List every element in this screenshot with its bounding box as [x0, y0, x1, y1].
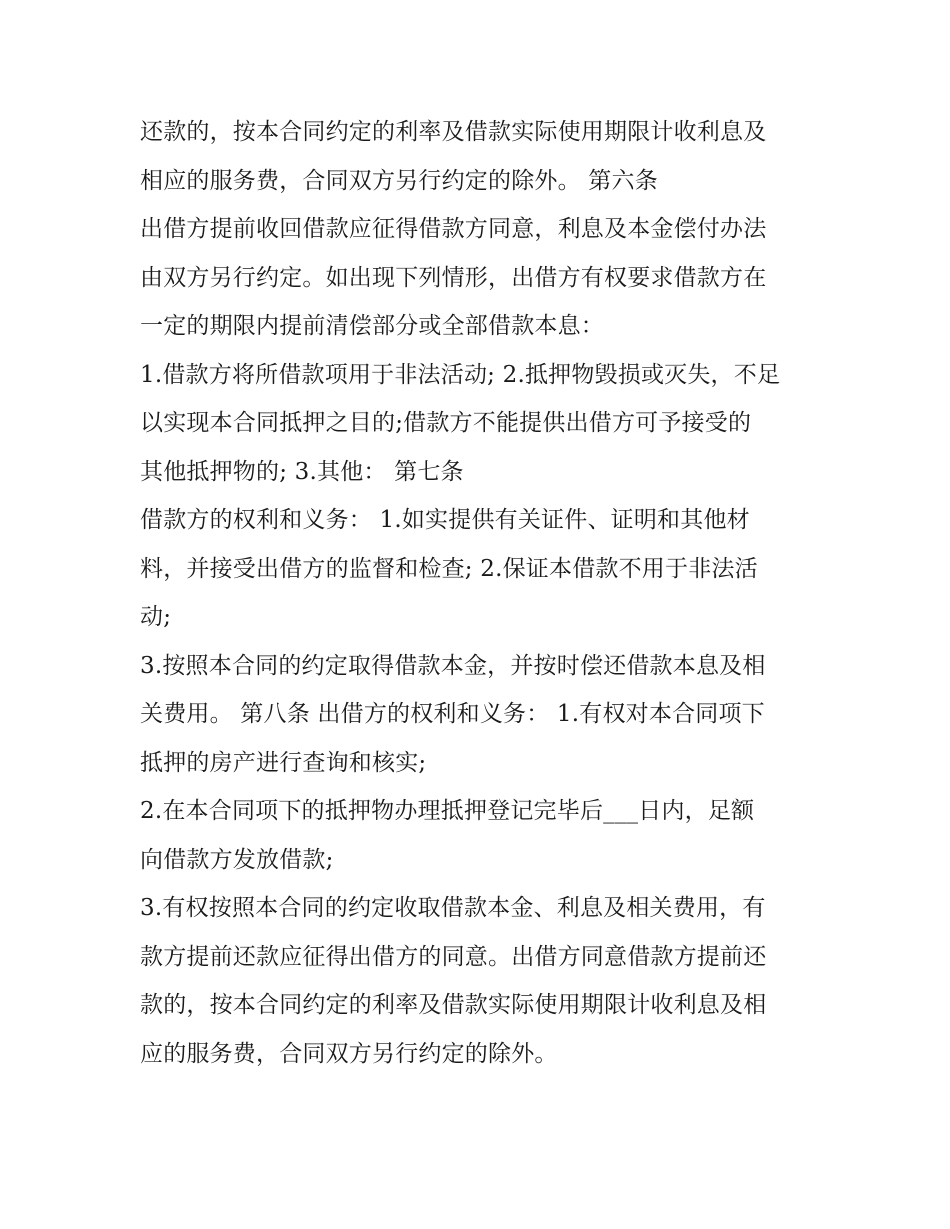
text-line: 向借款方发放借款;: [140, 846, 334, 873]
text-line: 款方提前还款应征得出借方的同意。出借方同意借款方提前还: [140, 943, 767, 970]
text-line: 其他抵押物的; 3.其他： 第七条: [140, 458, 464, 485]
text-line: 由双方另行约定。如出现下列情形，出借方有权要求借款方在: [140, 264, 767, 291]
text-line: 款的，按本合同约定的利率及借款实际使用期限计收利息及相: [140, 992, 767, 1018]
text-line: 料，并接受出借方的监督和检查; 2.保证本借款不用于非法活: [140, 555, 758, 582]
contract-text: [140, 108, 830, 1078]
text-line: 还款的，按本合同约定的利率及借款实际使用期限计收利息及: [140, 119, 767, 145]
text-line: 动;: [140, 604, 172, 630]
text-line: 出借方提前收回借款应征得借款方同意，利息及本金偿付办法: [140, 216, 767, 242]
text-line: 2.在本合同项下的抵押物办理抵押登记完毕后___日内，足额: [140, 798, 755, 824]
text-line: 关费用。 第八条 出借方的权利和义务： 1.有权对本合同项下: [140, 701, 765, 727]
text-line: 抵押的房产进行查询和核实;: [140, 749, 427, 776]
text-line: 一定的期限内提前清偿部分或全部借款本息：: [140, 313, 604, 339]
text-line: 1.借款方将所借款项用于非法活动; 2.抵押物毁损或灭失，不足: [140, 361, 781, 388]
text-line: 3.有权按照本合同的约定收取借款本金、利息及相关费用，有: [140, 895, 766, 921]
text-line: 以实现本合同抵押之目的;借款方不能提供出借方可予接受的: [140, 410, 752, 436]
text-line: 相应的服务费，合同双方另行约定的除外。 第六条: [140, 167, 658, 194]
text-line: 3.按照本合同的约定取得借款本金，并按时偿还借款本息及相: [140, 652, 766, 679]
text-line: 借款方的权利和义务： 1.如实提供有关证件、证明和其他材: [140, 507, 750, 533]
text-line: 应的服务费，合同双方另行约定的除外。: [140, 1040, 558, 1067]
